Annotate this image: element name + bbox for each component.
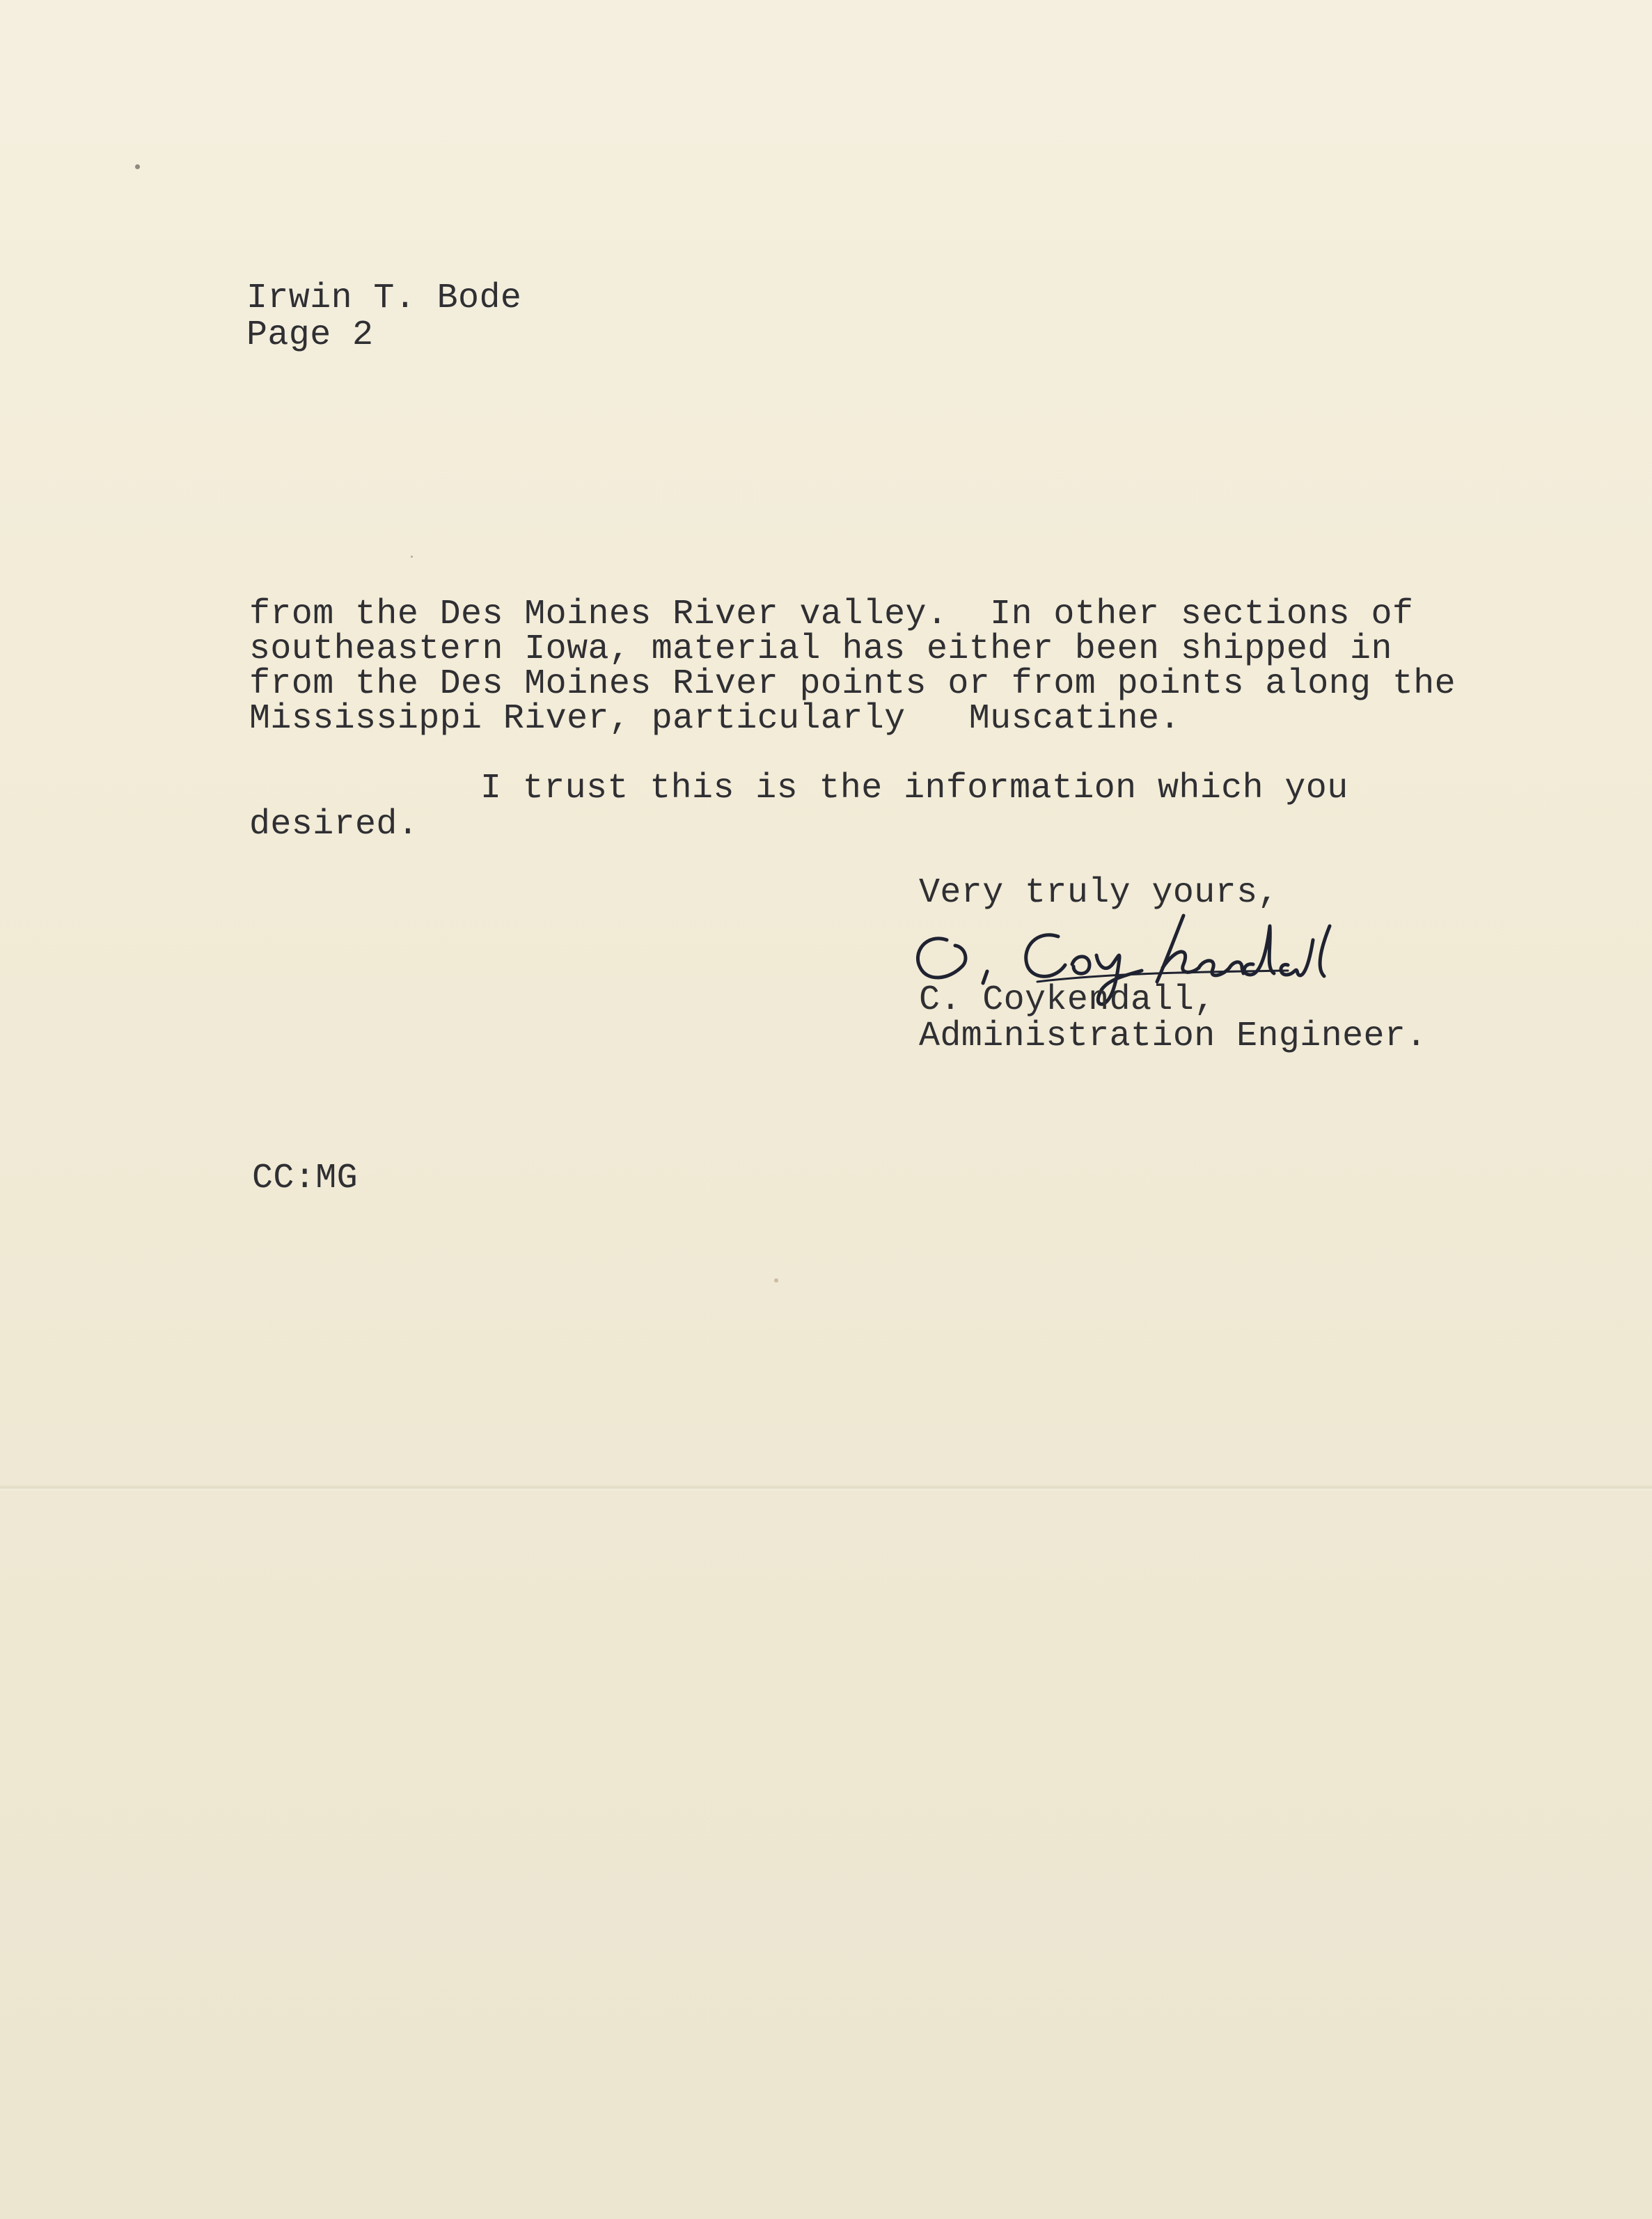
reference-initials: CC:MG	[252, 1159, 359, 1198]
body-line: from the Des Moines River valley. In other sections of	[249, 595, 1414, 634]
paper-fold-line	[0, 1484, 1652, 1491]
paper-speck	[411, 556, 413, 558]
recipient-name: Irwin T. Bode	[246, 279, 522, 318]
signer-name: C. Coykendall,	[919, 980, 1216, 1020]
page-number: Page 2	[246, 315, 374, 355]
paper-speck	[774, 1278, 778, 1283]
body-line: Mississippi River, particularly Muscatine.	[249, 699, 1181, 739]
signer-title: Administration Engineer.	[919, 1017, 1427, 1056]
body-line: I trust this is the information which you	[480, 769, 1348, 808]
body-line: desired.	[249, 805, 419, 845]
body-line: southeastern Iowa, material has either been shipped in	[249, 629, 1392, 669]
body-line: from the Des Moines River points or from points along the	[249, 664, 1456, 704]
paper-speck	[135, 164, 140, 169]
closing-salutation: Very truly yours,	[919, 873, 1279, 913]
